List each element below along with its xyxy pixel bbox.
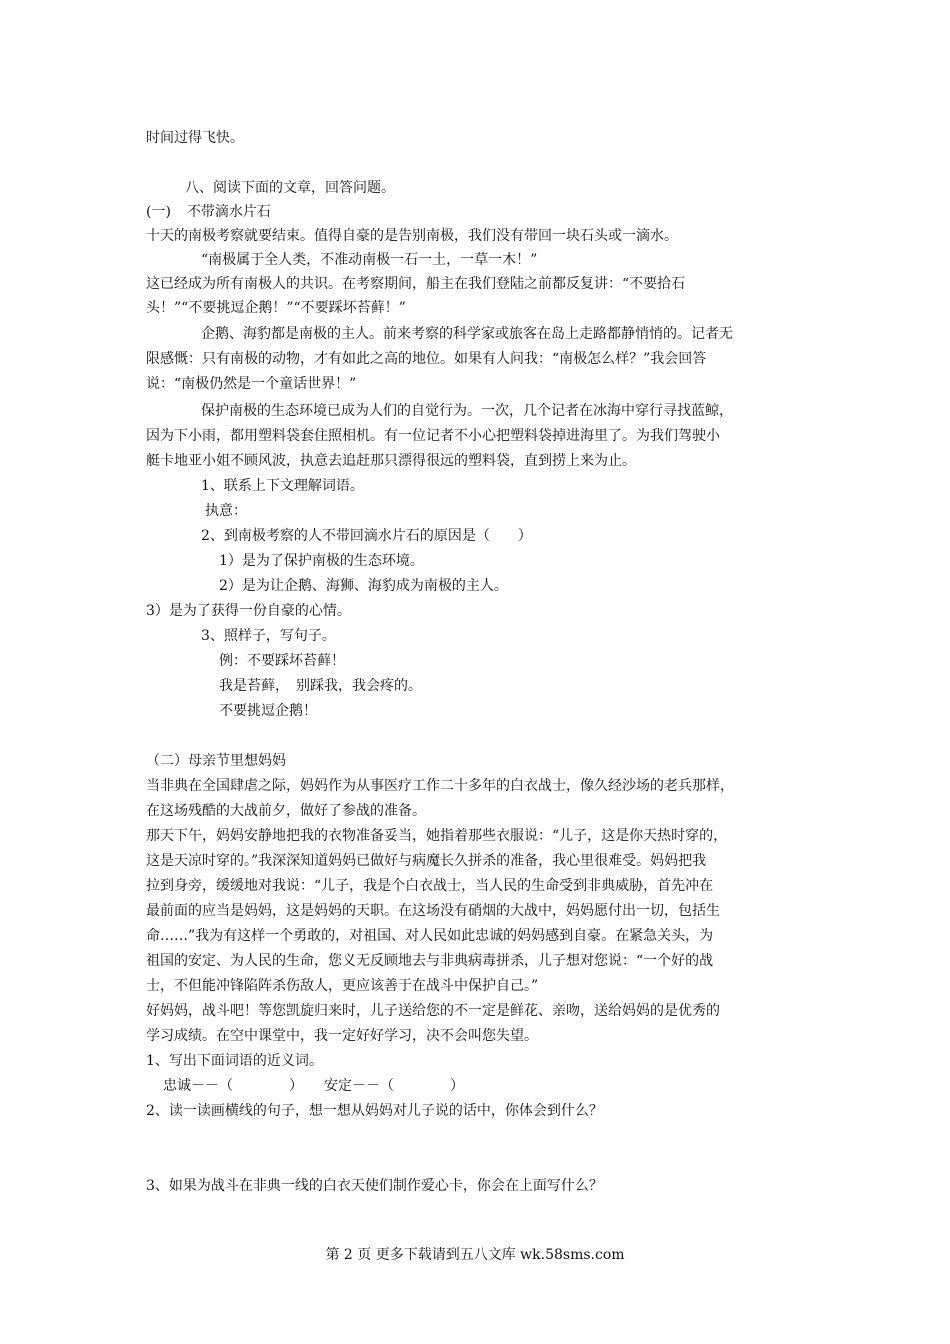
passage-title-text: 不带滴水片石	[186, 204, 271, 220]
question: 1、写出下面词语的近义词。	[146, 1053, 323, 1069]
option: 1）是为了保护南极的生态环境。	[219, 553, 424, 569]
text-line: 时间过得飞快。	[146, 130, 244, 146]
question: 2、读一读画横线的句子，想一想从妈妈对儿子说的话中，你体会到什么？	[146, 1103, 603, 1119]
passage-number: (一)	[146, 204, 171, 220]
question: 2、到南极考察的人不带回滴水片石的原因是（ ）	[201, 528, 532, 544]
example-line: 例：不要踩坏苔藓！	[219, 653, 345, 669]
paragraph-line: 头！”“不要挑逗企鹅！”“不要踩坏苔藓！”	[146, 300, 406, 316]
paragraph-line: 那天下午，妈妈安静地把我的衣物准备妥当，她指着那些衣服说：“儿子，这是你天热时穿的，	[146, 828, 728, 844]
paragraph-line: 好妈妈，战斗吧！等您凯旋归来时，儿子送给您的不一定是鲜花、亲吻，送给妈妈的是优秀的	[146, 1003, 720, 1019]
option: 3）是为了获得一份自豪的心情。	[146, 603, 351, 619]
paragraph-line: 学习成绩。在空中课堂中，我一定好好学习，决不会叫您失望。	[146, 1028, 538, 1044]
paragraph-line: 拉到身旁，缓缓地对我说：“儿子，我是个白衣战士，当人民的生命受到非典威胁，首先冲在	[146, 878, 714, 894]
paragraph-line: 企鹅、海豹都是南极的主人。前来考察的科学家或旅客在岛上走路都静悄悄的。记者无	[201, 326, 733, 342]
paragraph-line: “南极属于全人类，不准动南极一石一土，一草一木！”	[201, 252, 538, 268]
question: 1、联系上下文理解词语。	[201, 478, 364, 494]
question: 3、照样子，写句子。	[201, 628, 336, 644]
page-footer: 第 2 页 更多下载请到五八文库 wk.58sms.com	[325, 1247, 625, 1263]
example-line: 不要挑逗企鹅！	[219, 703, 317, 719]
paragraph-line: 这是天凉时穿的。”我深深知道妈妈已做好与病魔长久拼杀的准备，我心里很难受。妈妈把我	[146, 853, 707, 869]
paragraph-line: 十天的南极考察就要结束。值得自豪的是告别南极，我们没有带回一块石头或一滴水。	[146, 228, 678, 244]
question: 3、如果为战斗在非典一线的白衣天使们制作爱心卡，你会在上面写什么？	[146, 1178, 603, 1194]
answer-blanks: 忠诚－－（ ） 安定－－（ ）	[163, 1078, 464, 1094]
answer-label: 执意：	[205, 503, 247, 519]
passage-title	[146, 202, 271, 222]
paragraph-line: 因为下小雨，都用塑料袋套住照相机。有一位记者不小心把塑料袋掉进海里了。为我们驾驶小	[146, 428, 720, 444]
paragraph-line: 这已经成为所有南极人的共识。在考察期间，船主在我们登陆之前都反复讲：“不要拾石	[146, 276, 686, 292]
option: 2）是为让企鹅、海狮、海豹成为南极的主人。	[219, 578, 508, 594]
paragraph-line: 说：“南极仍然是一个童话世界！”	[146, 376, 357, 392]
paragraph-line: 艇卡地亚小姐不顾风波，执意去追赶那只漂得很远的塑料袋，直到捞上来为止。	[146, 453, 636, 469]
paragraph-line: 限感慨：只有南极的动物，才有如此之高的地位。如果有人问我：“南极怎么样？”我会回答	[146, 351, 707, 367]
paragraph-line: 保护南极的生态环境已成为人们的自觉行为。一次，几个记者在冰海中穿行寻找蓝鲸，	[201, 403, 733, 419]
paragraph-line: 当非典在全国肆虐之际，妈妈作为从事医疗工作二十多年的白衣战士，像久经沙场的老兵那样，	[146, 778, 734, 794]
passage-title: （二）母亲节里想妈妈	[146, 753, 286, 769]
example-line: 我是苔藓， 别踩我，我会疼的。	[219, 678, 422, 694]
paragraph-line: 祖国的安定、为人民的生命，您义无反顾地去与非典病毒拼杀，儿子想对您说：“一个好的战	[146, 953, 714, 969]
paragraph-line: 士，不但能冲锋陷阵杀伤敌人，更应该善于在战斗中保护自己。”	[146, 978, 539, 994]
section-heading: 八、阅读下面的文章，回答问题。	[185, 180, 395, 196]
paragraph-line: 在这场残酷的大战前夕，做好了参战的准备。	[146, 803, 426, 819]
paragraph-line: 最前面的应当是妈妈，这是妈妈的天职。在这场没有硝烟的大战中，妈妈愿付出一切，包括生	[146, 903, 720, 919]
paragraph-line: 命……”我为有这样一个勇敢的，对祖国、对人民如此忠诚的妈妈感到自豪。在紧急关头，为	[146, 928, 714, 944]
